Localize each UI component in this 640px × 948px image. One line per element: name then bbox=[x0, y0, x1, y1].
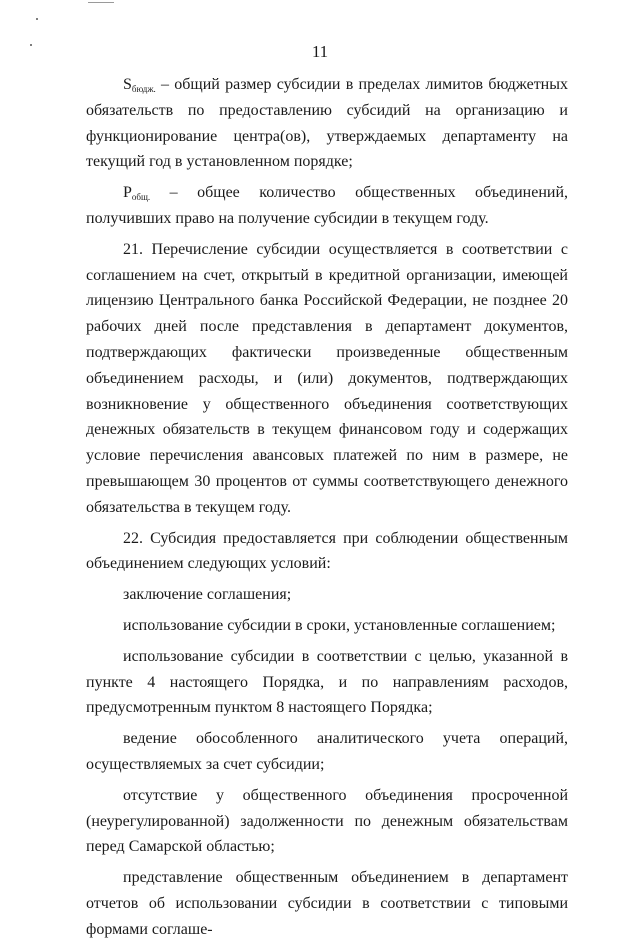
condition-item: заключение соглашения; bbox=[123, 586, 292, 604]
condition-item: отсутствие у общественного объединения просроченной (неурегулированной) задолженности по денежным обязательствам перед Самарской областью; bbox=[86, 786, 568, 856]
paragraph-text: – общее количество общественных объединений, получивших право на получение субсидии в текущем году. bbox=[86, 184, 568, 227]
condition-item: ведение обособленного аналитического учета операций, осуществляемых за счет субсидии; bbox=[86, 730, 568, 773]
scan-speck bbox=[36, 18, 38, 20]
page-number: 11 bbox=[311, 42, 329, 61]
symbol: S bbox=[123, 76, 132, 93]
clause-22: 22. Субсидия предоставляется при соблюдении общественным объединением следующих условий: bbox=[86, 529, 568, 573]
definition-p-total bbox=[86, 180, 568, 232]
paragraph-text: – общий размер субсидии в пределах лимитов бюджетных обязательств по предоставлению субсидий на организацию и функционирование центра(ов), утверждаемых департаменту на текущий год в установленном порядке; bbox=[86, 76, 568, 171]
condition-item: использование субсидии в сроки, установленные соглашением; bbox=[123, 616, 556, 634]
definition-s-budget bbox=[86, 72, 568, 175]
scan-artifact-line bbox=[88, 2, 114, 3]
condition-item: представление общественным объединением в департамент отчетов об использовании субсидии в соответствии с типовыми формами соглаше- bbox=[86, 869, 568, 938]
symbol-subscript: бюдж. bbox=[131, 84, 156, 94]
clause-21: 21. Перечисление субсидии осуществляется в соответствии с соглашением на счет, открытый в кредитной организации, имеющей лицензию Центрального банка Российской Федерации, не позднее 20 рабочих дней после представления в департамент документов, подтверждающих фактически произведенные общественным объединением расходы, и (или) документов, подтверждающих возникновение у общественного объединения соответствующих денежных обязательств в текущем финансовом году и содержащих условие перечисления авансовых платежей по ним в размере, не превышающем 30 процентов от суммы соответствующего денежного обязательства в текущем году. bbox=[86, 240, 568, 516]
symbol: P bbox=[123, 184, 132, 202]
document-body bbox=[86, 72, 568, 948]
symbol-subscript: общ. bbox=[131, 192, 151, 203]
condition-item: использование субсидии в соответствии с целью, указанной в пункте 4 настоящего Порядка, и по направлениям расходов, предусмотренным пунктом 8 настоящего Порядка; bbox=[86, 647, 568, 717]
